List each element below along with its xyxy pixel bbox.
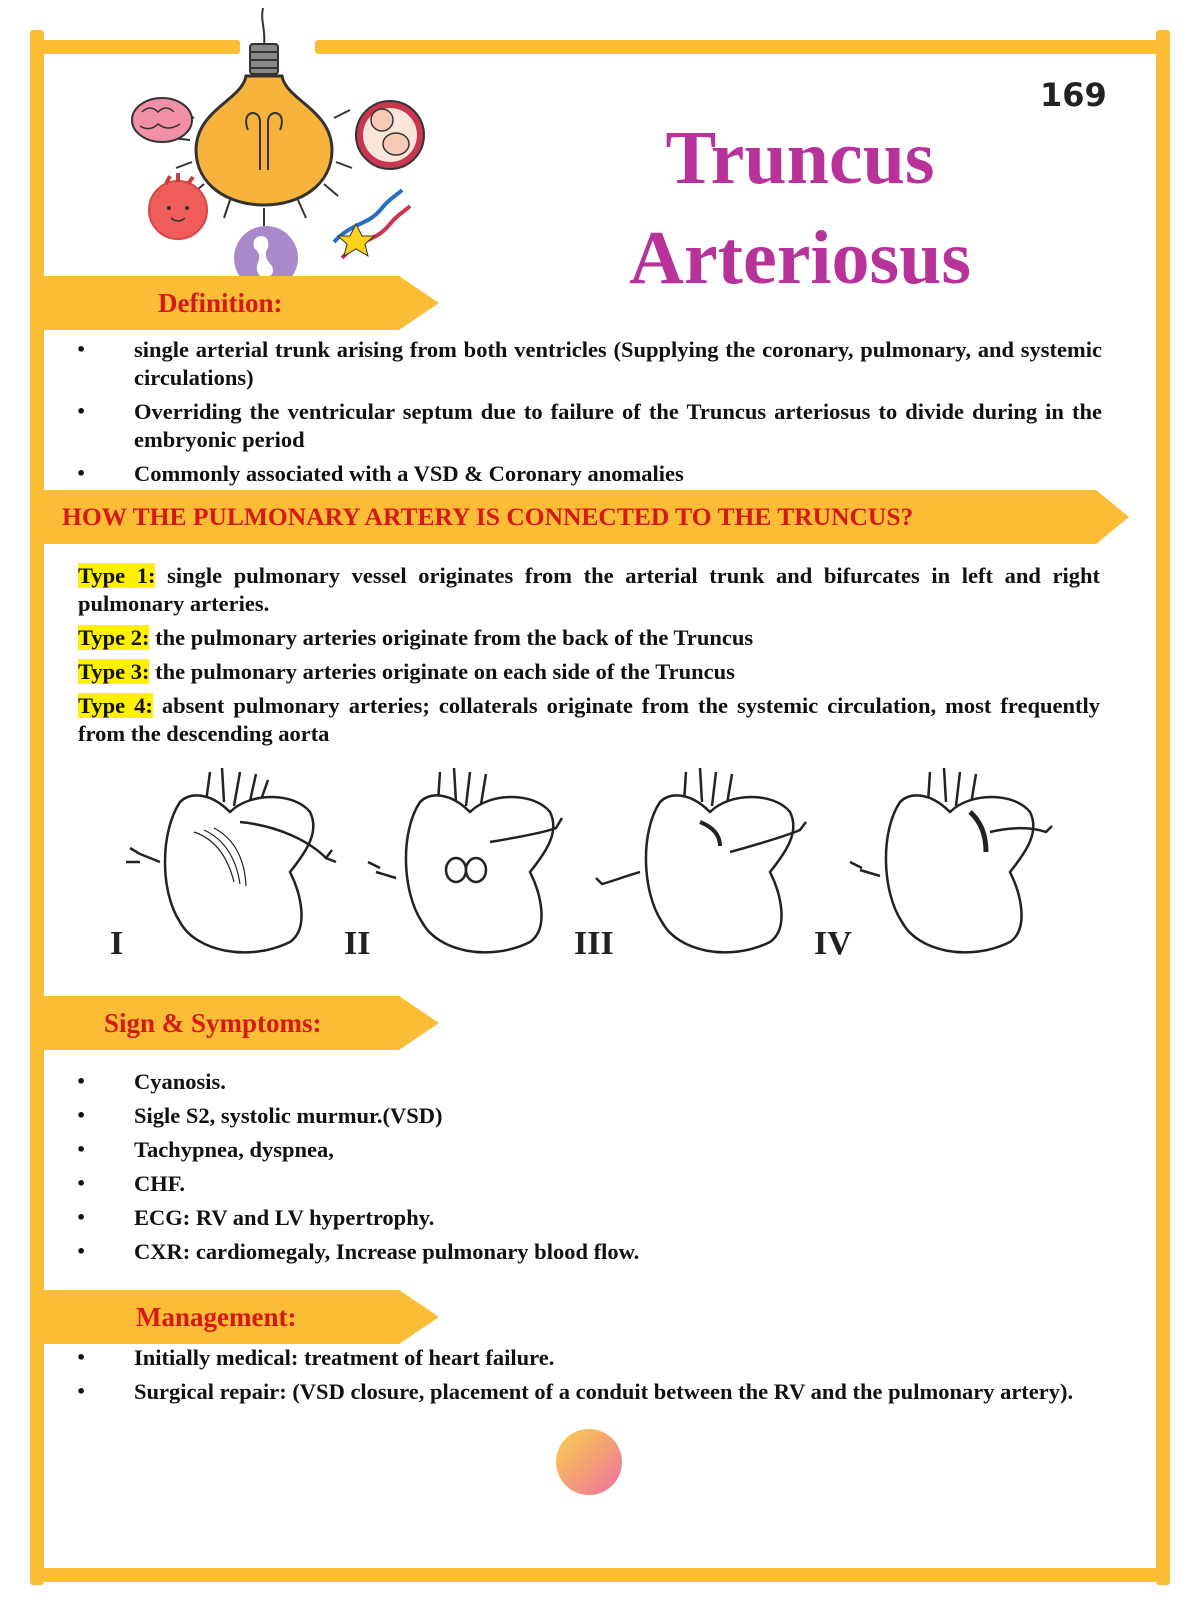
bullet: • (76, 1208, 87, 1227)
list-item: • CHF. (76, 1171, 186, 1196)
dna-icon (334, 190, 410, 258)
lightbulb-cord (262, 8, 264, 45)
heart-diagram-4 (850, 768, 1052, 952)
truncus-type-diagrams (100, 762, 1060, 972)
bullet: • (76, 1242, 87, 1261)
list-item: • Surgical repair: (VSD closure, placement of a conduit between the RV and the pulmonary artery). (76, 1379, 1074, 1404)
definition-heading: Definition: (158, 288, 283, 318)
type-label: Type 1: (78, 563, 156, 588)
signs-list (76, 1068, 1102, 1272)
type-item: Type 1: single pulmonary vessel originates from the arterial trunk and bifurcates in left and right pulmonary arteries. (78, 563, 1100, 616)
fetus-icon (356, 101, 424, 169)
list-item: • CXR: cardiomegaly, Increase pulmonary blood flow. (76, 1239, 640, 1264)
bullet: • (76, 340, 87, 359)
list-item: • Sigle S2, systolic murmur.(VSD) (76, 1103, 443, 1128)
list-item: • Cyanosis. (76, 1069, 226, 1094)
list-item: • single arterial trunk arising from both ventricles (Supplying the coronary, pulmonary, and systemic circulations) (76, 337, 1102, 390)
heart-diagram-2 (368, 768, 562, 952)
title-line-1: Truncus (665, 116, 935, 200)
list-item: • Commonly associated with a VSD & Coronary anomalies (76, 461, 684, 486)
connection-heading: HOW THE PULMONARY ARTERY IS CONNECTED TO THE TRUNCUS? (62, 502, 914, 531)
footer-decoration (552, 1425, 626, 1499)
bullet: • (76, 1348, 87, 1367)
frame-right (1156, 30, 1170, 1585)
title-line-2: Arteriosus (629, 216, 971, 300)
page-title (600, 108, 1000, 308)
signs-heading: Sign & Symptoms: (104, 1008, 322, 1038)
heart-diagram-1 (126, 768, 336, 952)
bullet: • (76, 464, 87, 483)
management-list (76, 1344, 1076, 1412)
definition-list (76, 336, 1102, 494)
heart-diagram-3 (596, 768, 806, 952)
bullet: • (76, 1382, 87, 1401)
frame-top-right (315, 40, 1170, 54)
bullet: • (76, 1174, 87, 1193)
page-number: 169 (1040, 76, 1107, 114)
bullet: • (76, 1106, 87, 1125)
heart-icon (149, 173, 207, 239)
list-item: • Tachypnea, dyspnea, (76, 1137, 334, 1162)
type-label: Type 4: (78, 693, 153, 718)
management-heading: Management: (136, 1302, 297, 1332)
diagram-label-1: I (110, 925, 124, 962)
diagram-label-2: II (344, 925, 371, 962)
bullet: • (76, 1140, 87, 1159)
bullet: • (76, 402, 87, 421)
header-illustration (120, 0, 440, 290)
type-label: Type 3: (78, 659, 150, 684)
brain-icon (132, 98, 192, 142)
type-label: Type 2: (78, 625, 150, 650)
type-item: Type 3: the pulmonary arteries originate on each side of the Truncus (78, 659, 735, 684)
list-item: • ECG: RV and LV hypertrophy. (76, 1205, 435, 1230)
frame-left (30, 30, 44, 1585)
connection-types (78, 562, 1100, 754)
bullet: • (76, 1072, 87, 1091)
list-item: • Overriding the ventricular septum due to failure of the Truncus arteriosus to divide during in the embryonic period (76, 399, 1102, 452)
list-item: • Initially medical: treatment of heart failure. (76, 1345, 555, 1370)
frame-bottom (30, 1568, 1170, 1582)
type-item: Type 4: absent pulmonary arteries; collaterals originate from the systemic circulation, most frequently from the descending aorta (78, 693, 1100, 746)
type-item: Type 2: the pulmonary arteries originate from the back of the Truncus (78, 625, 754, 650)
diagram-label-3: III (574, 925, 614, 962)
diagram-label-4: IV (814, 925, 852, 962)
